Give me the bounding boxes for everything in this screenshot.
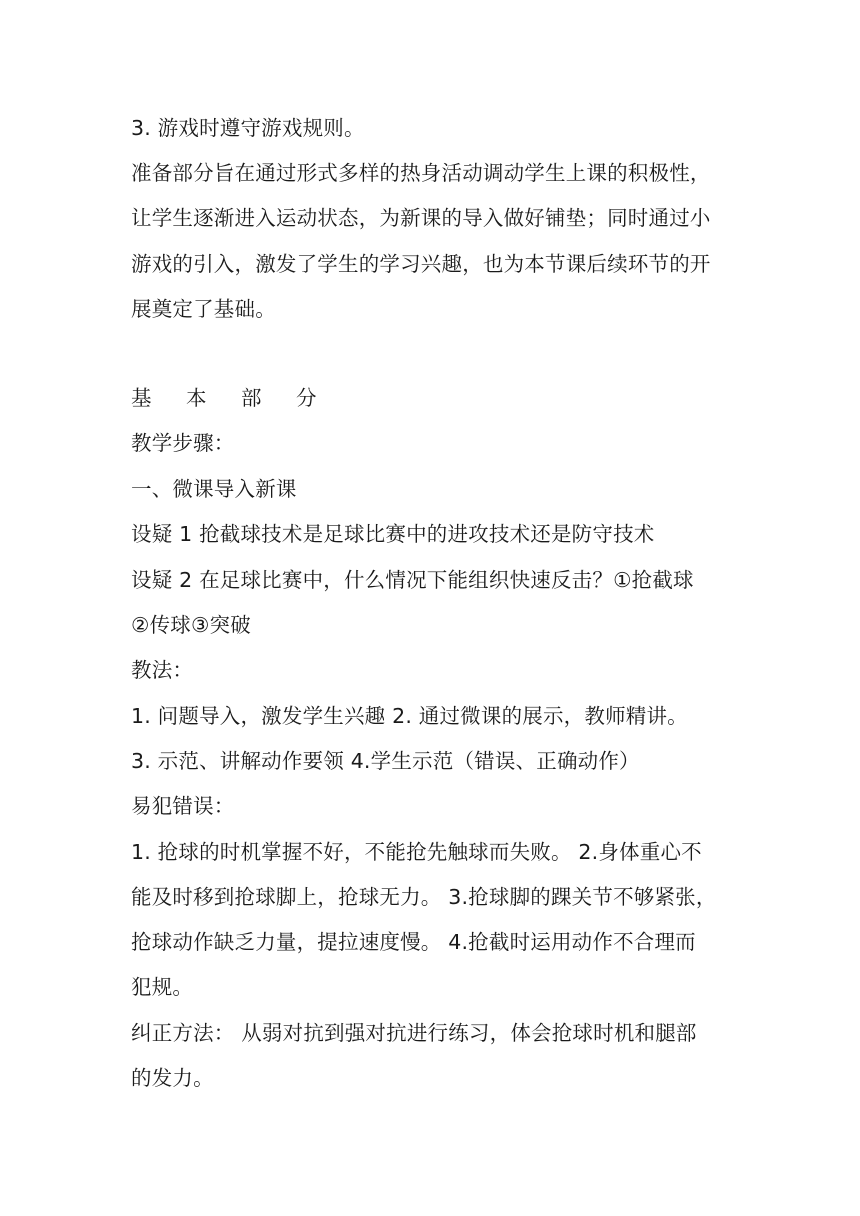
- subheading-methods: 教法：: [131, 658, 194, 682]
- correction-line: 的发力。: [131, 1066, 214, 1090]
- question-2: 设疑 2 在足球比赛中，什么情况下能组织快速反击？①抢截球: [131, 568, 694, 592]
- errors-line: 抢球动作缺乏力量，提拉速度慢。 4.抢截时运用动作不合理而: [131, 930, 696, 954]
- paragraph-line: 展奠定了基础。: [131, 297, 276, 321]
- paragraph-line: 准备部分旨在通过形式多样的热身活动调动学生上课的积极性，: [131, 161, 711, 185]
- errors-line: 能及时移到抢球脚上，抢球无力。 3.抢球脚的踝关节不够紧张，: [131, 885, 717, 909]
- errors-line: 1. 抢球的时机掌握不好，不能抢先触球而失败。 2.身体重心不: [131, 840, 702, 864]
- paragraph-line: 游戏的引入，激发了学生的学习兴趣，也为本节课后续环节的开: [131, 252, 711, 276]
- step-heading: 一、微课导入新课: [131, 477, 297, 501]
- subheading-steps: 教学步骤：: [131, 431, 235, 455]
- question-1: 设疑 1 抢截球技术是足球比赛中的进攻技术还是防守技术: [131, 522, 655, 546]
- errors-line: 犯规。: [131, 975, 194, 999]
- rule-item-3: 3. 游戏时遵守游戏规则。: [131, 116, 365, 140]
- subheading-errors: 易犯错误：: [131, 794, 235, 818]
- methods-line-2: 3. 示范、讲解动作要领 4.学生示范（错误、正确动作）: [131, 749, 640, 773]
- paragraph-line: 让学生逐渐进入运动状态，为新课的导入做好铺垫；同时通过小: [131, 206, 711, 230]
- question-2-continued: ②传球③突破: [131, 613, 251, 637]
- methods-line-1: 1. 问题导入，激发学生兴趣 2. 通过微课的展示，教师精讲。: [131, 704, 688, 728]
- correction-line: 纠正方法： 从弱对抗到强对抗进行练习，体会抢球时机和腿部: [131, 1021, 697, 1045]
- section-heading: 基 本 部 分: [131, 386, 331, 410]
